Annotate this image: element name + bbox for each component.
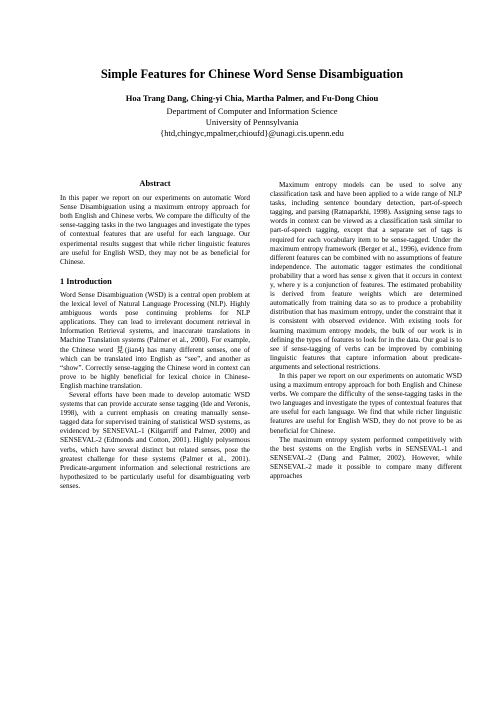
intro-paragraph-2: Several efforts have been made to develop automatic WSD systems that can provide accurate sense tagging (Ide and Veronis, 1998), with a current emphasis on creating manually sense-tagged data for supervised training of statistical WSD systems, as evidenced by SENSEVAL-1 (Kilgarriff and Palmer, 2000) and SENSEVAL-2 (Edmonds and Cotton, 2001). Highly polysemous verbs, which have several distinct but related senses, pose the greatest challenge for these systems (Palmer et al., 2001). Predicate-argument information and selectional restrictions are hypothesized to be particularly useful for disambiguating verb senses.	[60, 390, 250, 490]
affiliation-university: University of Pennsylvania	[205, 117, 299, 127]
paper-title: Simple Features for Chinese Word Sense Disambiguation	[100, 67, 404, 81]
author-list: Hoa Trang Dang, Ching-yi Chia, Martha Palmer, and Fu-Dong Chiou	[125, 93, 379, 103]
body-paragraph-1: Maximum entropy models can be used to solve any classification task and have been applied to a wide range of NLP tasks, including sentence boundary detection, part-of-speech tagging, and parsing (Ratnaparkhi, 1998). Assigning sense tags to words in context can be viewed as a classification task similar to part-of-speech tagging, except that a separate set of tags is required for each vocabulary item to be sense-tagged. Under the maximum entropy framework (Berger et al., 1996), evidence from different features can be combined with no assumptions of feature independence. The automatic tagger estimates the conditional probability that a word has sense x given that it occurs in context y, where y is a conjunction of features. The estimated probability is derived from feature weights which are determined automatically from training data so as to produce a probability distribution that has maximum entropy, under the constraint that it is consistent with observed evidence. With existing tools for learning maximum entropy models, the bulk of our work is in defining the types of features to look for in the data. Our goal is to see if sense-tagging of verbs can be improved by combining linguistic features that capture information about predicate-arguments and selectional restrictions.	[270, 181, 462, 371]
affiliation-dept: Department of Computer and Information Science	[166, 106, 338, 116]
section-heading-introduction: 1 Introduction	[60, 276, 112, 286]
abstract-heading: Abstract	[139, 179, 171, 188]
affiliation-email: {htd,chingyc,mpalmer,chioufd}@unagi.cis.upenn.edu	[160, 128, 344, 138]
abstract-text: In this paper we report on our experiments on automatic Word Sense Disambiguation using a maximum entropy approach for both English and Chinese verbs. We compare the difficulty of the sense-tagging tasks in the two languages and investigate the types of contextual features that are useful for each language. Our experimental results suggest that while richer linguistic features are useful for English WSD, they may not be as beneficial for Chinese.	[60, 194, 250, 266]
body-paragraph-2: In this paper we report on our experiments on automatic WSD using a maximum entropy approach for both English and Chinese verbs. We compare the difficulty of the sense-tagging tasks in the two languages and investigate the types of contextual features that are useful for each language. We find that while richer linguistic features are useful for English WSD, they do not prove to be as beneficial for Chinese.	[270, 371, 462, 435]
intro-paragraph-1: Word Sense Disambiguation (WSD) is a central open problem at the lexical level of Natural Language Processing (NLP). Highly ambiguous words pose continuing problems for NLP applications. They can lead to irrelevant document retrieval in Information Retrieval systems, and inaccurate translations in Machine Translation systems (Palmer et al., 2000). For example, the Chinese word 見(jian4) has many different senses, one of which can be translated into English as “see”, and another as “show”. Correctly sense-tagging the Chinese word in context can prove to be highly beneficial for lexical choice in Chinese-English machine translation.	[60, 290, 250, 390]
body-paragraph-3: The maximum entropy system performed competitively with the best systems on the English verbs in SENSEVAL-1 and SENSEVAL-2 (Dang and Palmer, 2002). However, while SENSEVAL-2 made it possible to compare many different approaches	[270, 435, 462, 480]
left-column	[60, 179, 250, 491]
right-column	[270, 181, 462, 481]
